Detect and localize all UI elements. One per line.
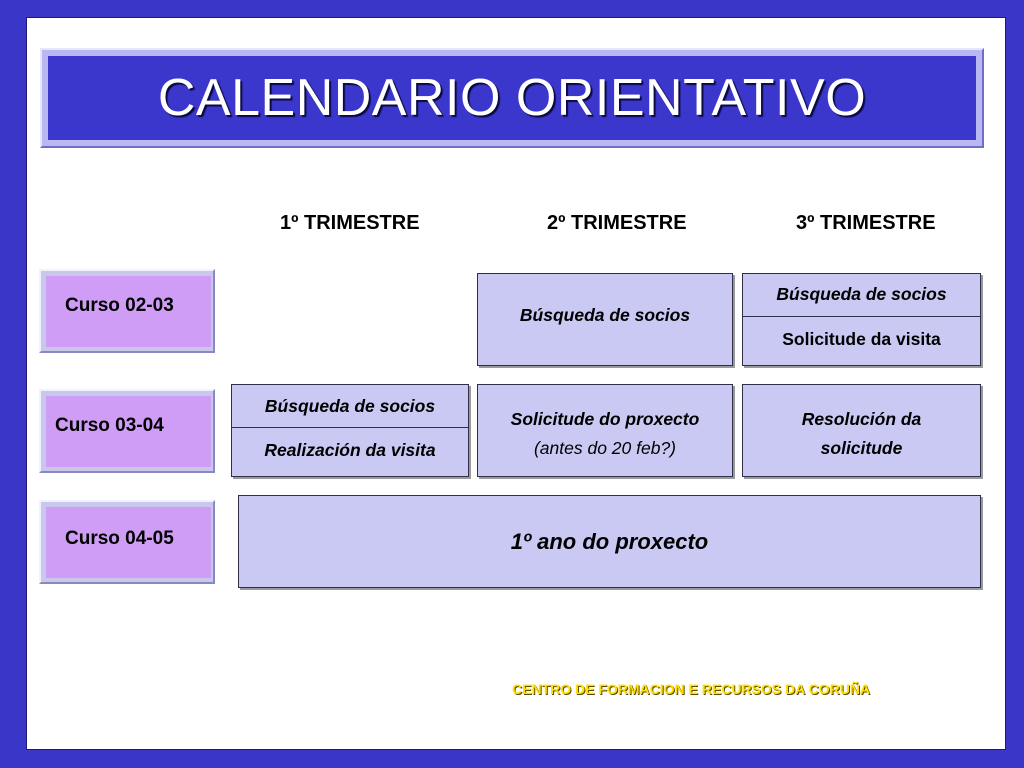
column-header-trimestre-1: 1º TRIMESTRE <box>280 212 420 234</box>
cell-0405-full-year <box>238 495 981 588</box>
cell-0405-text: 1º ano do proxecto <box>510 529 709 554</box>
cell-0203-t3-bottom-text: Solicitude da visita <box>782 329 941 349</box>
course-box-04-05 <box>39 500 215 584</box>
cell-0304-t1-divider <box>232 427 468 428</box>
cell-0203-t3-divider <box>743 316 980 317</box>
course-label-02-03: Curso 02-03 <box>65 295 174 316</box>
cell-0304-t2-line2: (antes do 20 feb?) <box>533 438 677 458</box>
title-band <box>48 56 976 140</box>
cell-0304-t2-line1: Solicitude do proxecto <box>510 409 700 429</box>
cell-0203-trimestre-3 <box>742 273 981 366</box>
cell-0203-trimestre-2 <box>477 273 733 366</box>
cell-0304-t1-bottom-text: Realización da visita <box>264 440 436 460</box>
cell-0304-trimestre-3 <box>742 384 981 477</box>
column-header-trimestre-2: 2º TRIMESTRE <box>547 212 687 234</box>
cell-0304-t1-top-text: Búsqueda de socios <box>264 396 436 416</box>
cell-0304-trimestre-1 <box>231 384 469 477</box>
footer-institution: CENTRO DE FORMACION E RECURSOS DA CORUÑA <box>512 681 871 697</box>
title-banner <box>40 48 984 148</box>
course-box-03-04 <box>39 389 215 473</box>
cell-0304-trimestre-2 <box>477 384 733 477</box>
page-title: CALENDARIO ORIENTATIVO <box>157 69 867 127</box>
course-label-03-04: Curso 03-04 <box>55 415 164 436</box>
course-label-04-05: Curso 04-05 <box>65 528 174 549</box>
course-box-02-03 <box>39 269 215 353</box>
cell-0304-t3-line2: solicitude <box>820 438 903 458</box>
cell-0203-t3-top-text: Búsqueda de socios <box>776 284 947 304</box>
column-header-trimestre-3: 3º TRIMESTRE <box>796 212 936 234</box>
cell-0304-t3-line1: Resolución da <box>801 409 922 429</box>
cell-0203-t2-text: Búsqueda de socios <box>519 305 691 325</box>
